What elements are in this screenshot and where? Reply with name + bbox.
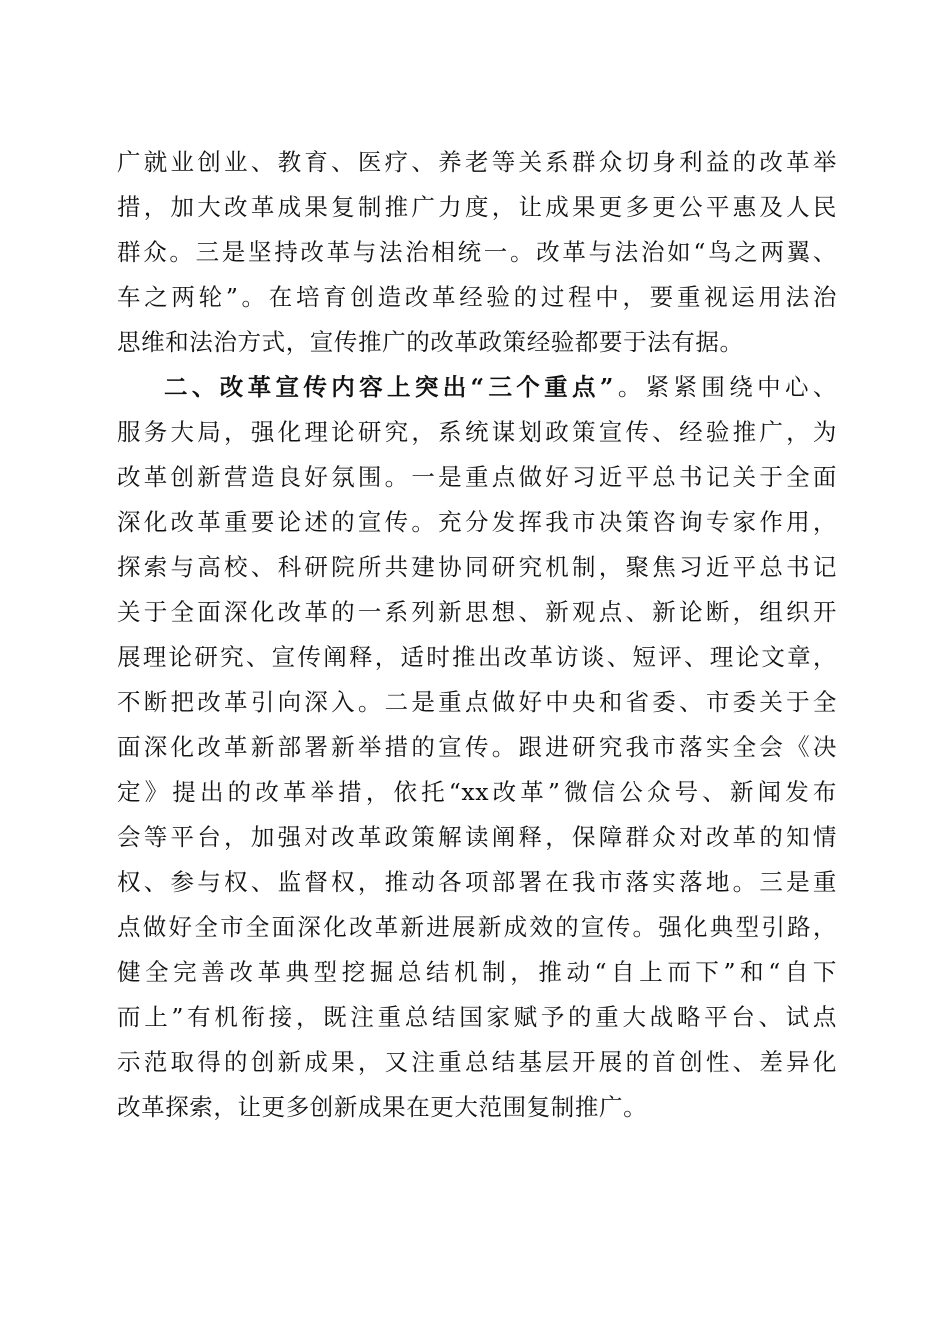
section-heading-continuation: 。紧紧围绕中心、 xyxy=(614,373,837,401)
text-line: 广就业创业、教育、医疗、养老等关系群众切身利益的改革举 xyxy=(117,148,837,176)
text-line: 不断把改革引向深入。二是重点做好中央和省委、市委关于全 xyxy=(117,688,837,716)
text-line: 而上”有机衔接，既注重总结国家赋予的重大战略平台、试点 xyxy=(117,1003,837,1031)
text-line: 探索与高校、科研院所共建协同研究机制，聚焦习近平总书记 xyxy=(117,553,837,581)
text-line: 思维和法治方式，宣传推广的改革政策经验都要于法有据。 xyxy=(117,328,744,356)
text-line: 改革探索，让更多创新成果在更大范围复制推广。 xyxy=(117,1093,648,1121)
text-line: 服务大局，强化理论研究，系统谋划政策宣传、经验推广，为 xyxy=(117,418,837,446)
text-line: 示范取得的创新成果，又注重总结基层开展的首创性、差异化 xyxy=(117,1048,837,1076)
text-line: 车之两轮”。在培育创造改革经验的过程中，要重视运用法治 xyxy=(117,283,837,311)
text-line: 关于全面深化改革的一系列新思想、新观点、新论断，组织开 xyxy=(117,598,837,626)
section-heading: 二、改革宣传内容上突出“三个重点” xyxy=(164,373,615,401)
text-line: 展理论研究、宣传阐释，适时推出改革访谈、短评、理论文章， xyxy=(117,643,837,671)
text-line: 面深化改革新部署新举措的宣传。跟进研究我市落实全会《决 xyxy=(117,733,837,761)
text-line: 改革创新营造良好氛围。一是重点做好习近平总书记关于全面 xyxy=(117,463,837,491)
section-heading-line xyxy=(117,365,837,410)
text-line: 权、参与权、监督权，推动各项部署在我市落实落地。三是重 xyxy=(117,868,837,896)
text-line: 点做好全市全面深化改革新进展新成效的宣传。强化典型引路， xyxy=(117,913,837,941)
text-line: 措，加大改革成果复制推广力度，让成果更多更公平惠及人民 xyxy=(117,193,837,221)
text-line: 会等平台，加强对改革政策解读阐释，保障群众对改革的知情 xyxy=(117,823,837,851)
text-line: 群众。三是坚持改革与法治相统一。改革与法治如“鸟之两翼、 xyxy=(117,238,837,266)
text-line: 定》提出的改革举措，依托“xx改革”微信公众号、新闻发布 xyxy=(117,778,837,806)
text-line: 深化改革重要论述的宣传。充分发挥我市决策咨询专家作用， xyxy=(117,508,837,536)
document-body xyxy=(117,140,837,1130)
text-line: 健全完善改革典型挖掘总结机制，推动“自上而下”和“自下 xyxy=(117,958,837,986)
